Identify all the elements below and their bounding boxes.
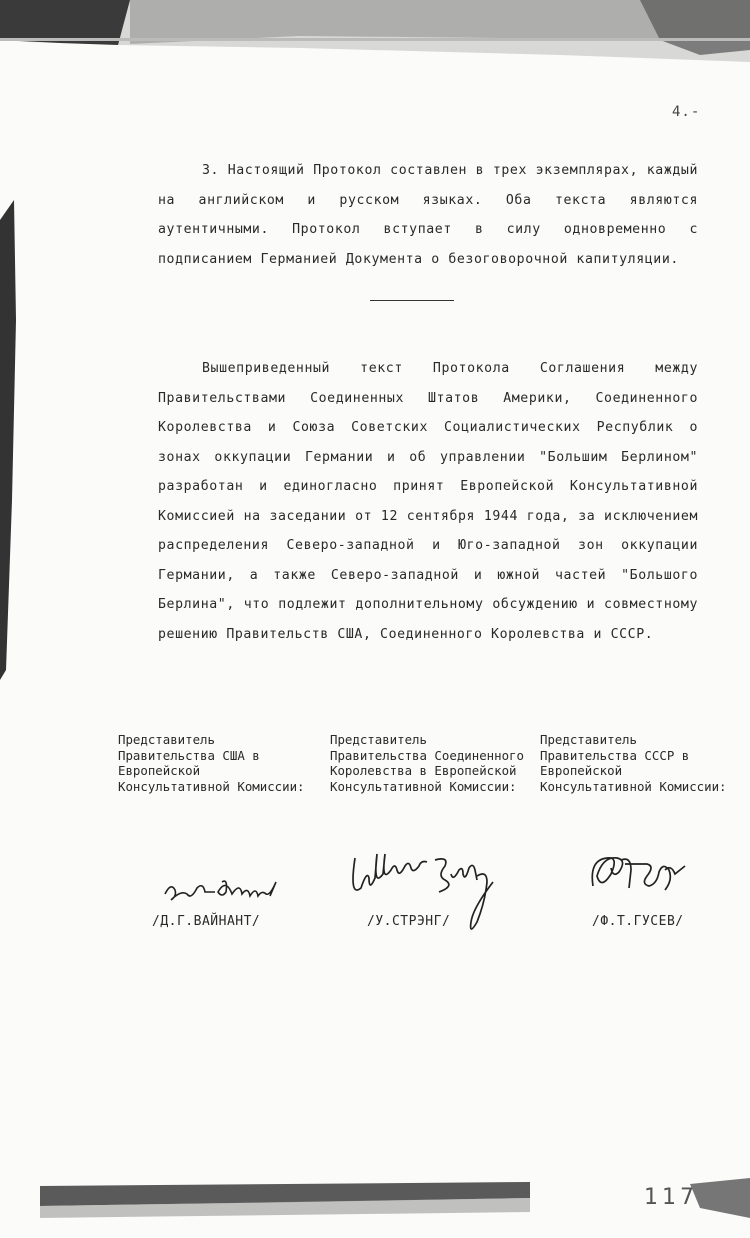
scan-shadow-bottom — [0, 1178, 750, 1238]
signatory-uk-title: Представитель Правительства Соединенного Королевства в Европейской Консультативной Комиссии: — [330, 732, 524, 794]
signature-winant — [160, 864, 300, 904]
page-number: 4.- — [672, 104, 701, 120]
paragraph-protocol-copies: 3. Настоящий Протокол составлен в трех экземплярах, каждый на английском и русском языках. Оба текста являются аутентичными. Протокол вступает в силу одновременно с подписанием Германией Документа о безоговорочной капитуляции. — [158, 163, 698, 267]
signatory-usa-title: Представитель Правительства США в Европейской Консультативной Комиссии: — [118, 732, 305, 794]
signature-gusev — [585, 850, 700, 905]
archive-stamp: 117 — [644, 1185, 698, 1210]
separator-line — [370, 300, 454, 301]
signatory-ussr-title: Представитель Правительства СССР в Европейской Консультативной Комиссии: — [540, 732, 727, 794]
scan-shadow-top — [0, 0, 750, 70]
signatory-usa-name: /Д.Г.ВАЙНАНТ/ — [152, 914, 261, 929]
signatory-ussr-name: /Ф.Т.ГУСЕВ/ — [592, 914, 684, 929]
paragraph-protocol-text-note: Вышеприведенный текст Протокола Соглашения между Правительствами Соединенных Штатов Америки, Соединенного Королевства и Союза Советских Социалистических Республик о зонах оккупации Германии и об управлении "Большим Берлином" разработан и единогласно принят Европейской Консультативной Комиссией на заседании от 12 сентября 1944 года, за исключением распределения Северо-западной и Юго-западной зон оккупации Германии, а также Северо-западной и южной частей "Большого Берлина", что подлежит дополнительному обсуждению и совместному решению Правительств США, Соединенного Королевства и СССР. — [158, 361, 698, 642]
signatory-uk-name: /У.СТРЭНГ/ — [367, 914, 451, 929]
scan-shadow-left — [0, 200, 40, 680]
